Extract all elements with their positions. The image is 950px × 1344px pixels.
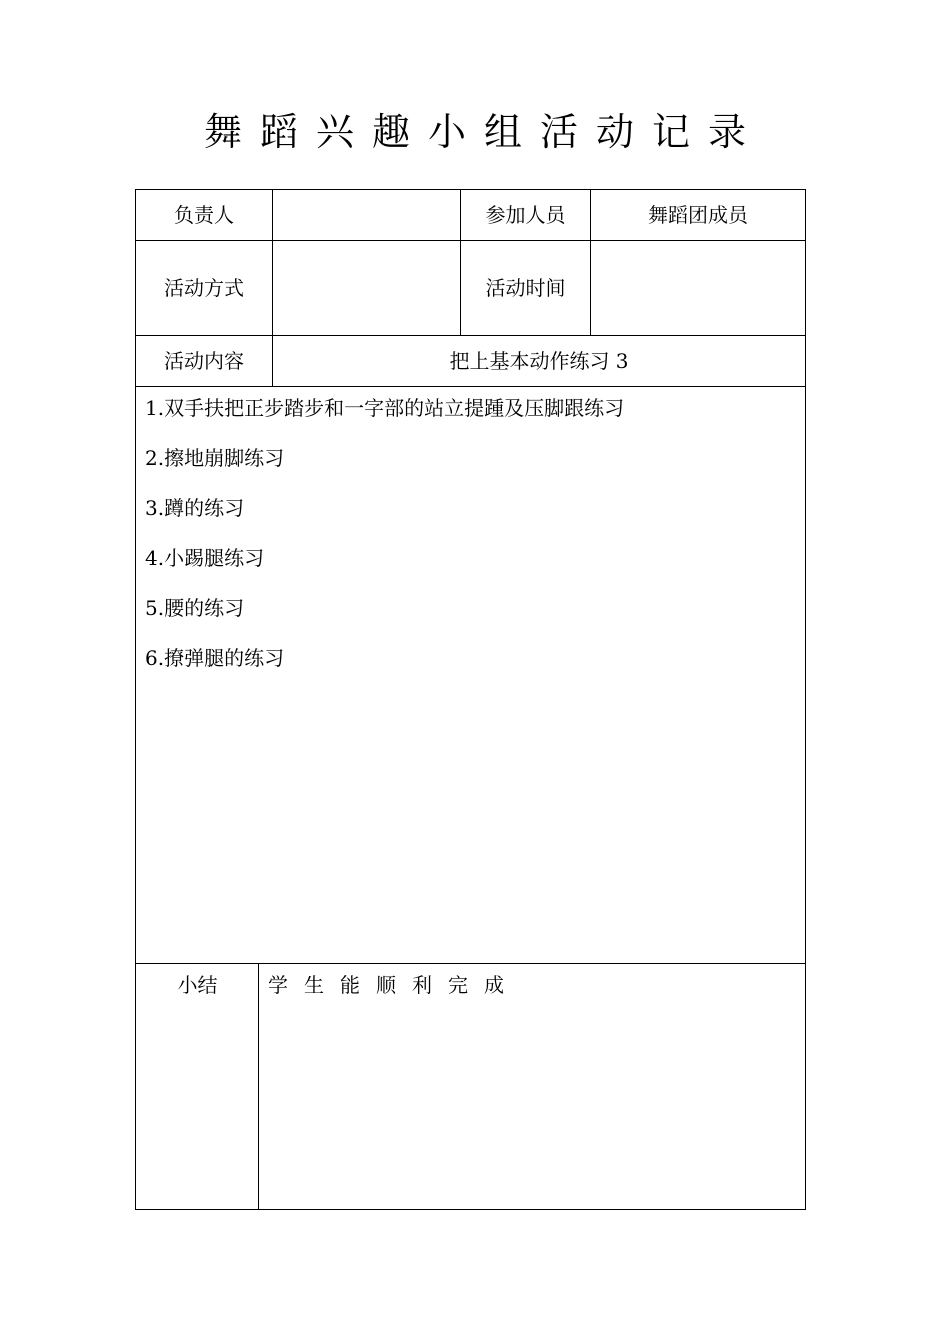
row-divider [135, 386, 806, 387]
time-label: 活动时间 [485, 276, 566, 300]
list-item: 4.小踢腿练习 [145, 546, 265, 570]
participants-value[interactable]: 舞蹈团成员 [648, 203, 748, 227]
list-item: 3.蹲的练习 [145, 496, 245, 520]
column-divider [258, 963, 259, 1210]
method-value[interactable] [273, 241, 460, 335]
content-label: 活动内容 [164, 349, 244, 373]
summary-text[interactable]: 学生能顺利完成 [268, 973, 520, 997]
content-value[interactable]: 把上基本动作练习 3 [449, 349, 629, 373]
list-item: 1.双手扶把正步踏步和一字部的站立提踵及压脚跟练习 [145, 396, 625, 420]
summary-label: 小结 [177, 973, 218, 997]
participants-label: 参加人员 [485, 203, 566, 227]
time-value[interactable] [591, 241, 805, 335]
method-label: 活动方式 [164, 276, 244, 300]
page-title: 舞蹈兴趣小组活动记录 [203, 110, 764, 154]
list-item: 6.撩弹腿的练习 [145, 646, 285, 670]
list-item: 5.腰的练习 [145, 596, 245, 620]
row-divider [135, 963, 806, 964]
leader-value[interactable] [273, 190, 460, 240]
content-list [145, 396, 795, 696]
leader-label: 负责人 [174, 203, 234, 227]
list-item: 2.擦地崩脚练习 [145, 446, 285, 470]
